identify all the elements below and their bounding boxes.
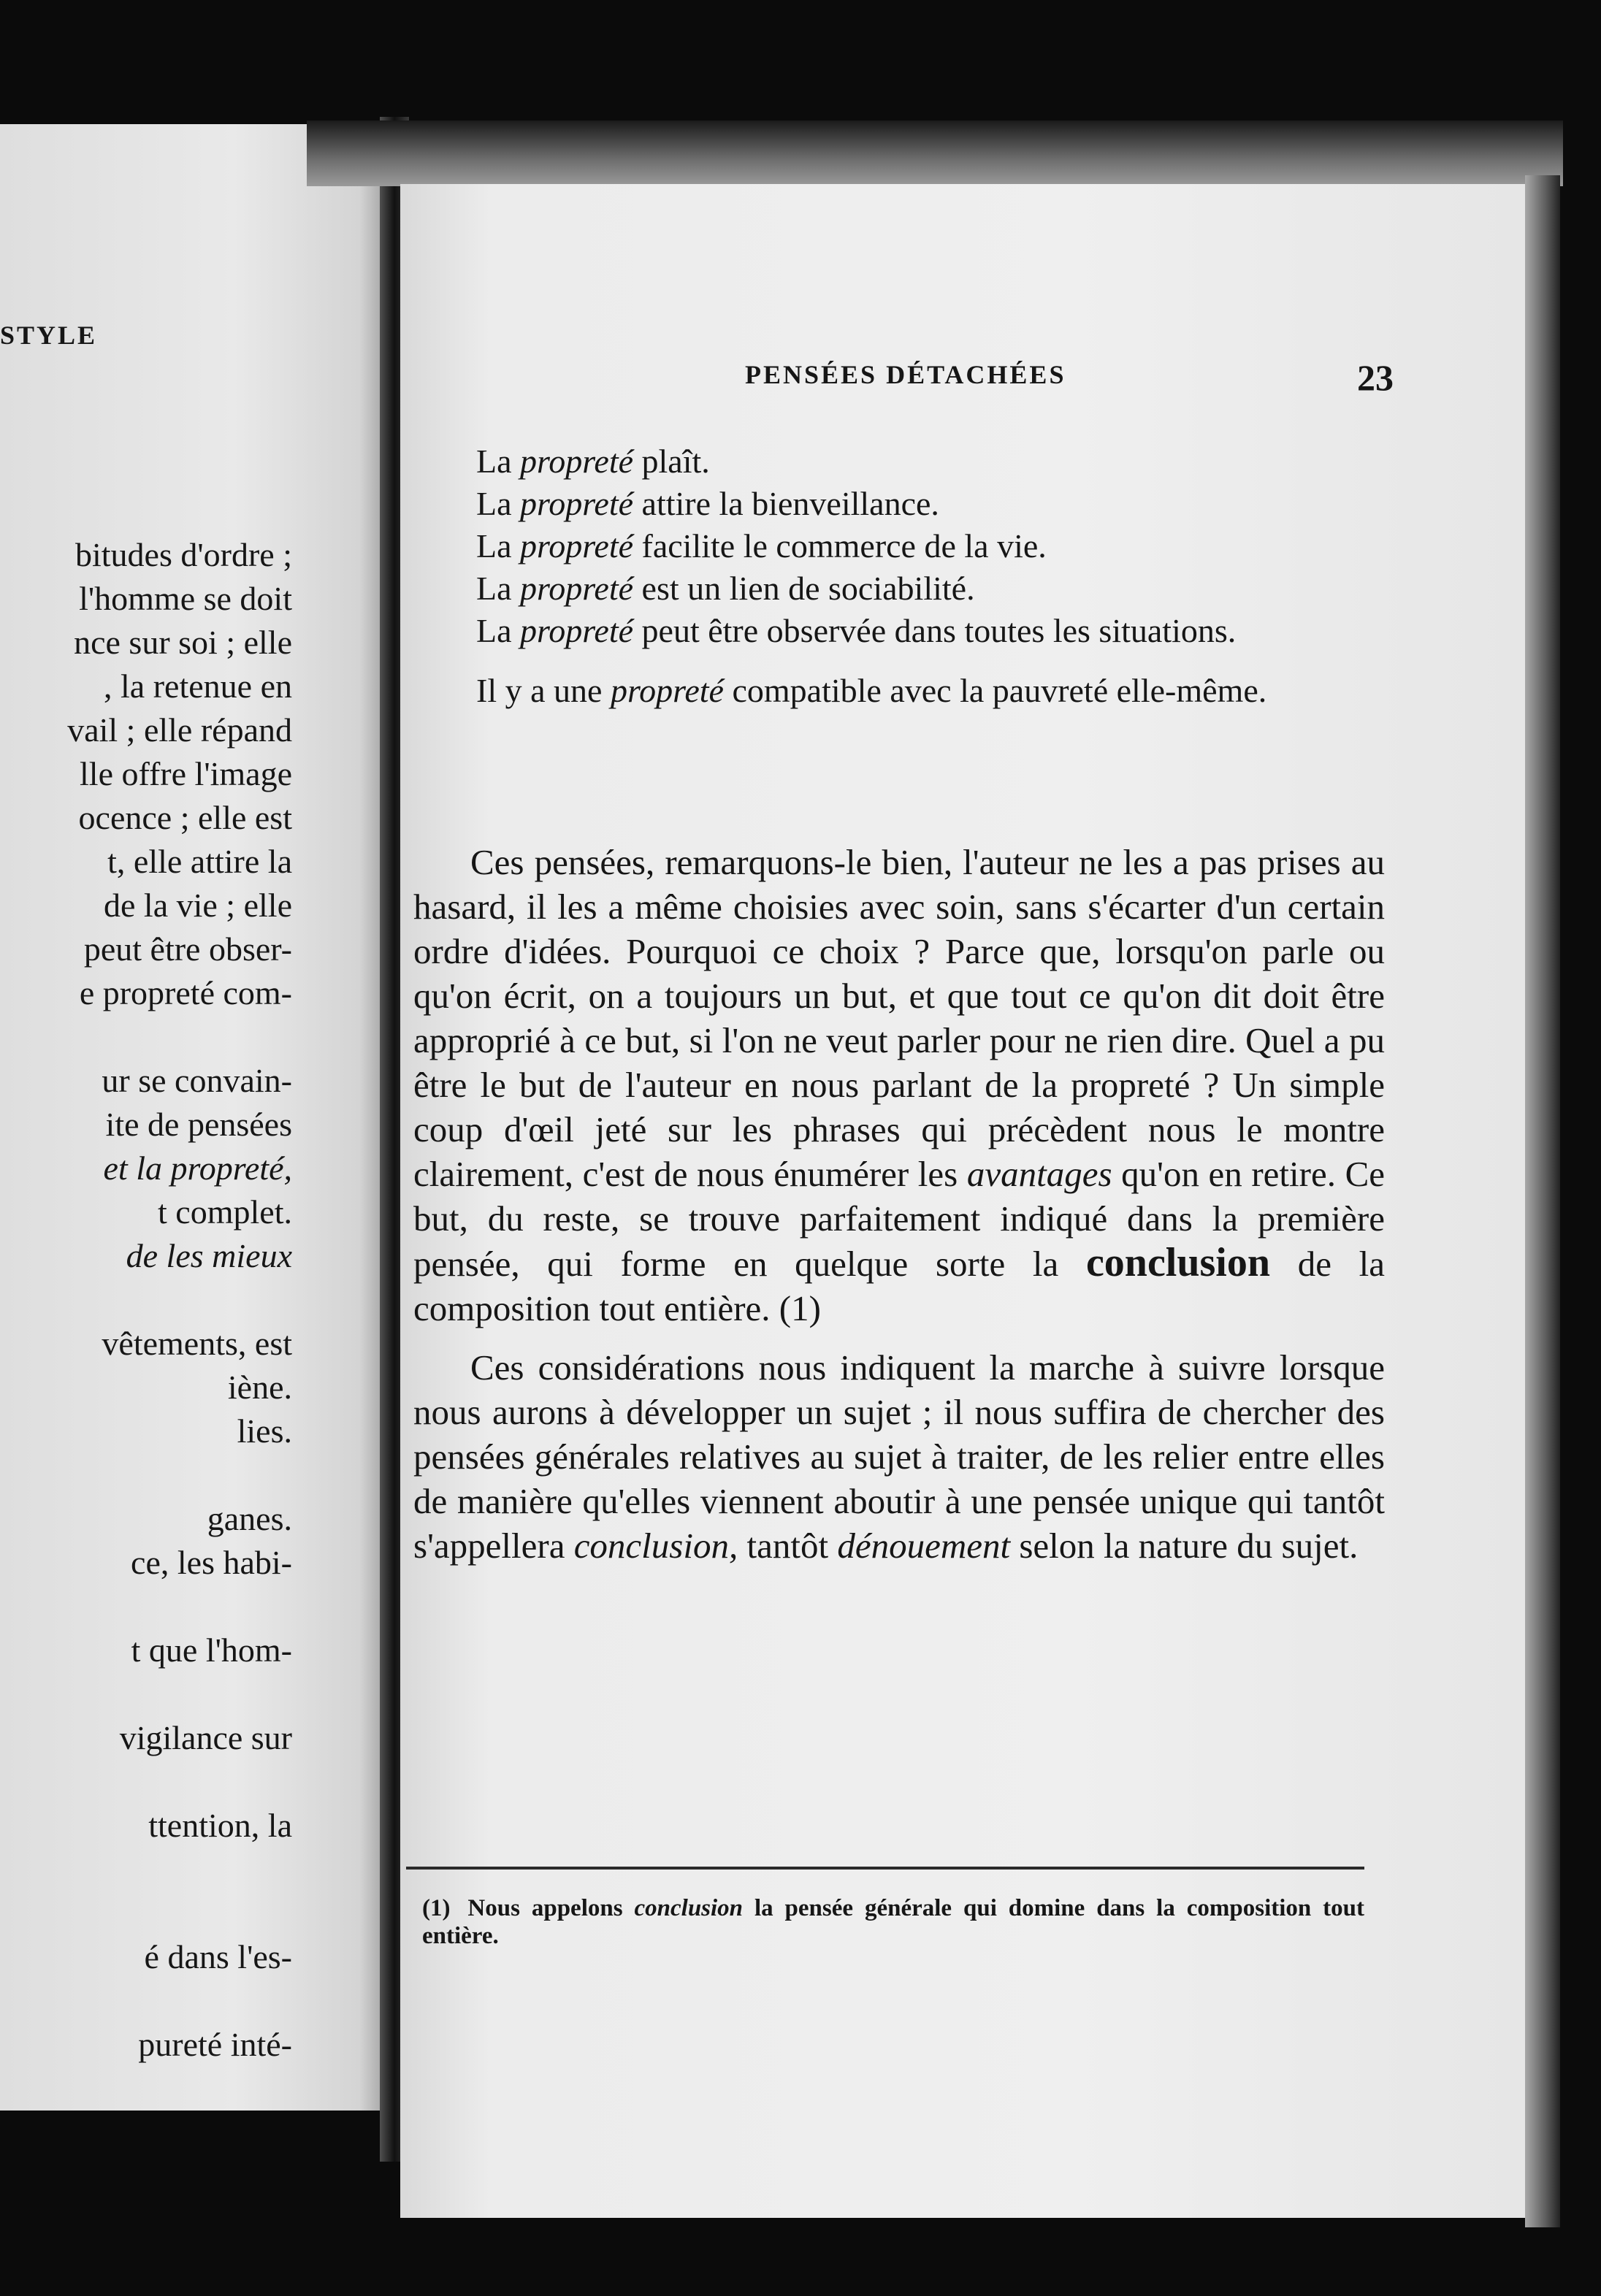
left-page-line [0, 1891, 292, 1935]
left-page-line: ur se convain- [102, 1062, 292, 1099]
left-page-line [0, 1015, 292, 1059]
paragraph: Ces considérations nous indiquent la marche à suivre lorsque nous aurons à développer un sujet ; il nous suffira de chercher des pensées générales relatives au sujet à traiter, de les relier entre elles de manière qu'elles viennent aboutir à une pensée unique qui tantôt s'appellera conclusion, tantôt dénouement selon la nature du sujet. [413, 1347, 1385, 1566]
page-number: 23 [1357, 357, 1394, 398]
left-page-line: ite de pensées [105, 1106, 292, 1143]
left-page-line: ce, les habi- [131, 1544, 292, 1581]
footnote-divider [406, 1867, 1364, 1870]
left-page-line: iène. [227, 1369, 292, 1406]
left-page-line: é dans l'es- [144, 1938, 292, 1975]
left-page-line [0, 1278, 292, 1322]
left-page-line: t complet. [158, 1193, 292, 1231]
maxim: La propreté peut être observée dans toutes les situations. [476, 612, 1237, 649]
left-page-line: vêtements, est [102, 1325, 292, 1362]
maxims-list [476, 441, 1426, 730]
left-page-line: vigilance sur [119, 1719, 292, 1756]
paragraph: Ces pensées, remarquons-le bien, l'auteur ne les a pas prises au hasard, il les a même choisies avec soin, sans s'écarter d'un certain ordre d'idées. Pourquoi ce choix ? Parce que, lorsqu'on parle ou qu'on écrit, on a toujours un but, et que tout ce qu'on dit doit être approprié à ce but, si l'on ne veut parler pour ne rien dire. Quel a pu être le but de l'auteur en nous parlant de la propreté ? Un simple coup d'œil jeté sur les phrases qui précèdent nous le montre clairement, c'est de nous énumérer les avantages qu'on en retire. Ce but, du reste, se trouve parfaitement indiqué dans la première pensée, qui forme en quelque sorte la conclusion de la composition tout entière. (1) [413, 842, 1385, 1328]
left-page-line: ttention, la [148, 1807, 292, 1844]
left-page-line [0, 1453, 292, 1497]
left-page-line: et la propreté, [103, 1149, 292, 1187]
left-page-line: de les mieux [126, 1237, 292, 1274]
left-page-line [0, 1760, 292, 1804]
maxim: Il y a une propreté compatible avec la pauvreté elle-même. [476, 672, 1267, 709]
left-page-line [0, 1848, 292, 1891]
left-page-line: pureté inté- [138, 2026, 292, 2063]
left-page-line: ocence ; elle est [78, 799, 292, 836]
maxim: La propreté est un lien de sociabilité. [476, 570, 975, 607]
page-edge [1525, 175, 1560, 2227]
left-page-text [0, 533, 292, 2067]
running-head: PENSÉES DÉTACHÉES [745, 360, 1066, 389]
left-page-line: peut être obser- [83, 930, 292, 968]
maxim: La propreté attire la bienveillance. [476, 485, 939, 522]
left-page-line [0, 1979, 292, 2023]
left-page-running-head: STYLE [0, 321, 98, 350]
footnote-mark: (1) [422, 1895, 451, 1921]
maxim: La propreté facilite le commerce de la vie. [476, 527, 1047, 565]
left-page-line: t que l'hom- [131, 1631, 292, 1669]
left-page-line: ganes. [207, 1500, 292, 1537]
maxim: La propreté plaît. [476, 443, 710, 480]
left-page-line: lle offre l'image [80, 755, 292, 792]
left-page-line: t, elle attire la [107, 843, 292, 880]
book-cover-edge [307, 120, 1563, 186]
left-page-line [0, 1672, 292, 1716]
left-page-line: e propreté com- [79, 974, 292, 1011]
body-text [413, 840, 1385, 1574]
left-page-line: , la retenue en [104, 667, 292, 705]
left-page-line: bitudes d'ordre ; [74, 536, 292, 573]
left-page-line: lies. [237, 1412, 292, 1450]
left-page-line: l'homme se doit [79, 580, 292, 617]
left-page-line [0, 1585, 292, 1629]
left-page-line: nce sur soi ; elle [74, 624, 292, 661]
left-page [0, 124, 391, 2111]
footnote: (1) Nous appelons conclusion la pensée générale qui domine dans la composition tout entière. [422, 1895, 1365, 1949]
left-page-line: de la vie ; elle [104, 887, 292, 924]
emphasized-term: conclusion [1085, 1240, 1270, 1285]
left-page-line: vail ; elle répand [67, 711, 292, 749]
